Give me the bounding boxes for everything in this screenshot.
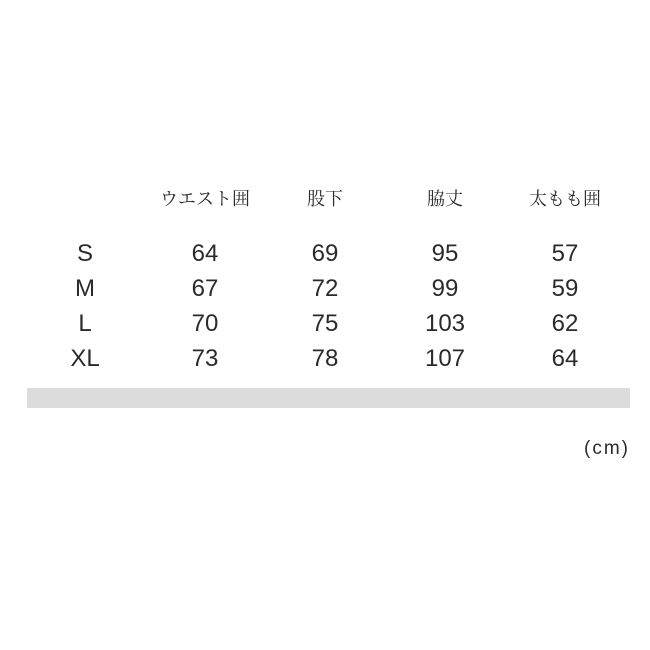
row-label-xl: XL bbox=[70, 344, 100, 372]
size-cell: 59 bbox=[551, 274, 579, 302]
row-label-m: M bbox=[75, 274, 95, 302]
size-cell: 95 bbox=[431, 239, 459, 267]
size-cell: 62 bbox=[551, 309, 579, 337]
size-table-header-row bbox=[25, 183, 625, 213]
size-cell: 99 bbox=[431, 274, 459, 302]
divider-bar bbox=[27, 388, 630, 408]
column-header-inseam: 股下 bbox=[307, 189, 343, 209]
size-cell: 107 bbox=[424, 344, 466, 372]
size-cell: 69 bbox=[311, 239, 339, 267]
size-cell: 73 bbox=[191, 344, 219, 372]
row-label-s: S bbox=[76, 239, 93, 267]
column-header-side-length: 脇丈 bbox=[427, 189, 463, 209]
unit-label: (cm) bbox=[584, 438, 630, 459]
size-cell: 64 bbox=[551, 344, 579, 372]
size-table-body bbox=[25, 236, 625, 376]
size-cell: 70 bbox=[191, 309, 219, 337]
size-cell: 64 bbox=[191, 239, 219, 267]
size-cell: 67 bbox=[191, 274, 219, 302]
column-header-waist: ウエスト囲 bbox=[160, 189, 250, 209]
size-cell: 57 bbox=[551, 239, 579, 267]
column-header-thigh: 太もも囲 bbox=[529, 189, 601, 209]
size-cell: 103 bbox=[424, 309, 466, 337]
size-cell: 75 bbox=[311, 309, 339, 337]
size-cell: 72 bbox=[311, 274, 339, 302]
row-label-l: L bbox=[78, 309, 92, 337]
size-cell: 78 bbox=[311, 344, 339, 372]
